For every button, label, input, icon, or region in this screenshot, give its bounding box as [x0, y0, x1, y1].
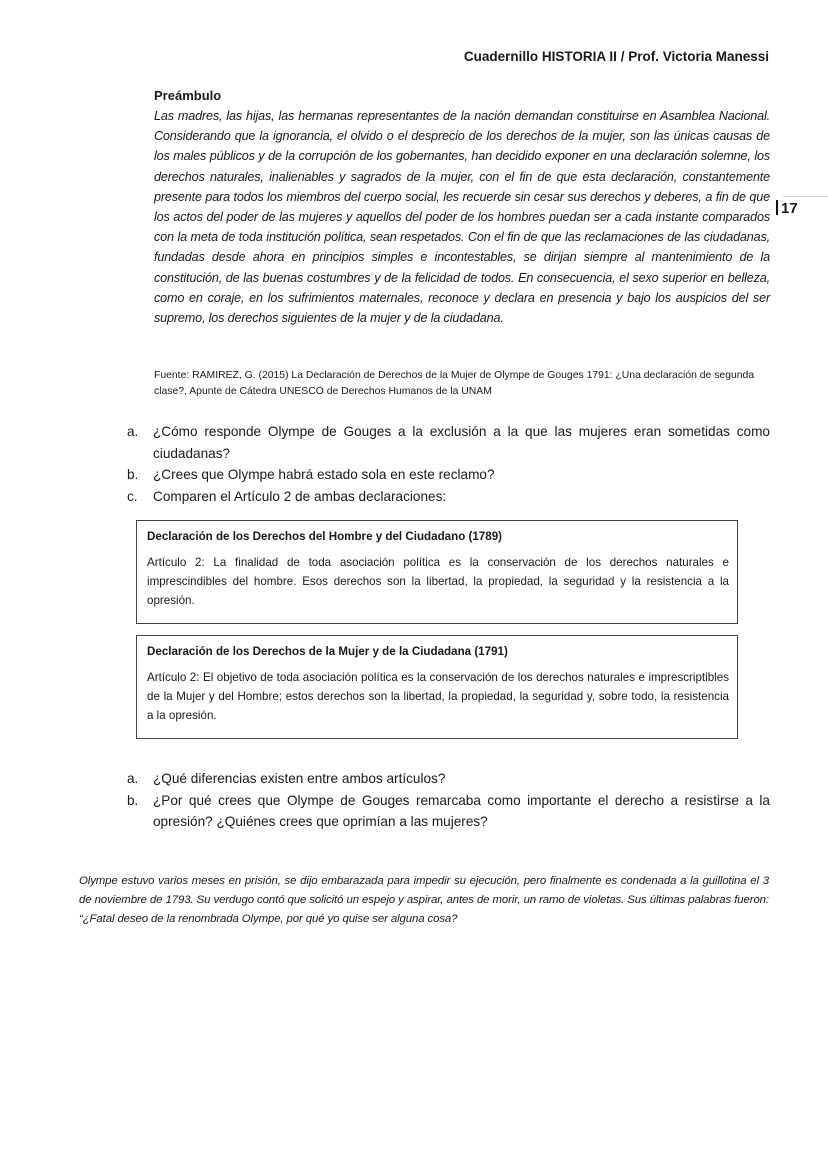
question-text: ¿Qué diferencias existen entre ambos artículos?	[153, 771, 446, 786]
question-letter: c.	[127, 488, 138, 504]
preamble-section	[154, 86, 770, 328]
question-text: ¿Cómo responde Olympe de Gouges a la exclusión a la que las mujeres eran sometidas como ciudadanas?	[153, 424, 770, 461]
question-letter: a.	[127, 771, 139, 786]
source-citation: Fuente: RAMIREZ, G. (2015) La Declaración de Derechos de la Mujer de Olympe de Gouges 1791: ¿Una declaración de segunda clase?, Apunte de Cátedra UNESCO de Derechos Humanos de la UNAM	[154, 370, 755, 397]
question-letter: b.	[127, 467, 139, 482]
question-text: ¿Crees que Olympe habrá estado sola en este reclamo?	[153, 467, 495, 482]
declaration-article-text: Artículo 2: El objetivo de toda asociación política es la conservación de los derechos naturales e imprescriptibles de la Mujer y del Hombre; estos derechos son la libertad, la propiedad, la seguridad y, sobre todo, la resistencia a la opresión.	[147, 671, 729, 722]
closing-paragraph: Olympe estuvo varios meses en prisión, se dijo embarazada para impedir su ejecución, pero finalmente es condenada a la guillotina el 3 de noviembre de 1793. Su verdugo contó que solicitó un espejo y aspirar, antes de morir, un ramo de violetas. Sus últimas palabras fueron: “¿Fatal deseo de la renombrada Olympe, por qué yo quise ser alguna cosa?	[79, 875, 769, 925]
document-header: Cuadernillo HISTORIA II / Prof. Victoria Manessi	[463, 49, 769, 64]
question-item	[127, 790, 770, 833]
preamble-text: Las madres, las hijas, las hermanas representantes de la nación demandan constituirse en Asamblea Nacional. Considerando que la ignorancia, el olvido o el desprecio de los derechos de la mujer, son las únicas causas de los males públicos y de la corrupción de los gobernantes, han decidido exponer en una declaración solemne, los derechos naturales, inalienables y sagrados de la mujer, con el fin de que esta declaración, constantemente presente para todos los miembros del cuerpo social, les recuerde sin cesar sus derechos y deberes, a fin de que los actos del poder de las mujeres y aquellos del poder de los hombres puedan ser a cada instante comparados con la meta de toda institución política, sean respetados. Con el fin de que las reclamaciones de las ciudadanas, fundadas desde ahora en principios simples e incontestables, se dirijan siempre al mantenimiento de la constitución, de las buenas costumbres y de la felicidad de todos. En consecuencia, el sexo superior en belleza, como en coraje, en los sufrimientos maternales, reconoce y declara en presencia y bajo los auspicios del ser supremo, los derechos siguientes de la mujer y de la ciudadana.	[154, 109, 770, 326]
page-number-rule	[783, 196, 828, 197]
preamble-title: Preámbulo	[154, 88, 222, 103]
question-item	[127, 464, 770, 486]
question-item	[127, 486, 770, 508]
question-text: ¿Por qué crees que Olympe de Gouges remarcaba como importante el derecho a resistirse a la opresión? ¿Quiénes crees que oprimían a las mujeres?	[153, 792, 770, 829]
question-list-1	[127, 421, 770, 507]
declaration-title: Declaración de los Derechos del Hombre y del Ciudadano (1789)	[147, 530, 503, 543]
question-letter: a.	[127, 424, 139, 439]
declaration-title: Declaración de los Derechos de la Mujer y de la Ciudadana (1791)	[147, 645, 508, 658]
question-text: Comparen el Artículo 2 de ambas declaraciones:	[153, 488, 447, 504]
question-item	[127, 421, 770, 464]
question-letter: b.	[127, 792, 139, 808]
declaration-box-1789	[136, 520, 738, 624]
declaration-box-1791	[136, 635, 738, 739]
page-number	[776, 200, 798, 217]
question-item	[127, 768, 770, 790]
page-number-value: 17	[781, 200, 798, 217]
question-list-2	[127, 768, 770, 833]
page-number-bar	[776, 200, 778, 215]
declaration-article-text: Artículo 2: La finalidad de toda asociación política es la conservación de los derechos naturales e imprescindibles del hombre. Esos derechos son la libertad, la propiedad, la seguridad y la resistencia a la opresión.	[147, 556, 729, 607]
